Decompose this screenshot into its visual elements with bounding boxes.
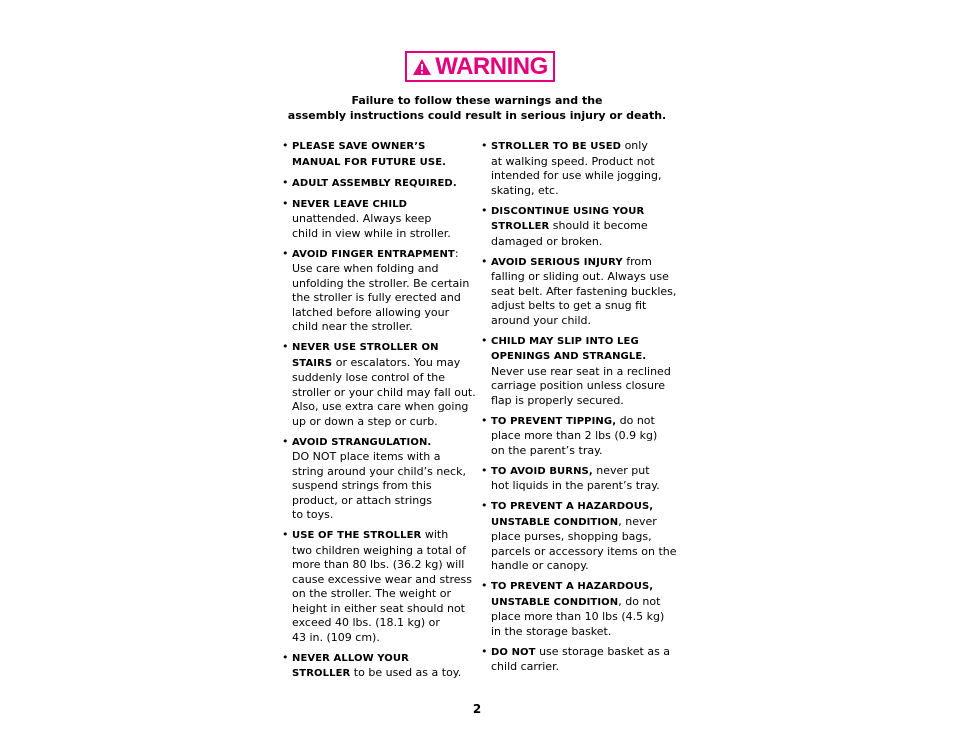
warning-item (481, 204, 673, 250)
warning-text: carriage position unless closure (491, 379, 666, 392)
warning-text: height in either seat should not (292, 601, 465, 615)
warning-text: place more than 10 lbs (4.5 kg) (491, 610, 665, 623)
warning-line (292, 139, 472, 155)
bullet-icon: • (481, 463, 488, 477)
warning-item (282, 176, 472, 192)
warning-emphasis: AVOID STRANGULATION. (292, 436, 432, 448)
bullet-icon: • (481, 579, 488, 592)
warning-item (481, 464, 673, 494)
bullet-icon: • (282, 528, 289, 541)
warning-line (491, 660, 673, 675)
bullet-icon: • (282, 246, 289, 260)
warning-emphasis: CHILD MAY SLIP INTO LEG (491, 335, 639, 347)
warning-line (292, 631, 472, 646)
warning-text: up or down a step or curb. (292, 414, 438, 428)
warning-line (292, 320, 472, 335)
warning-line (292, 385, 476, 401)
warning-line (292, 528, 472, 544)
warning-line (292, 479, 472, 494)
warning-line (292, 435, 472, 451)
warning-text: child near the stroller. (292, 320, 413, 333)
bullet-icon: • (282, 175, 289, 189)
warning-item (282, 435, 472, 523)
warning-line (292, 197, 472, 213)
warning-line (292, 371, 472, 386)
warning-item (481, 139, 673, 198)
warning-text: child in view while in stroller. (292, 226, 451, 240)
bullet-icon: • (282, 139, 289, 152)
warning-triangle-icon (412, 58, 432, 76)
warning-item (282, 197, 472, 242)
warning-line (491, 515, 673, 531)
warning-line (491, 559, 673, 574)
warning-line (491, 444, 673, 459)
warning-text: suddenly lose control of the (292, 371, 446, 384)
warning-item (282, 139, 472, 170)
warning-text: , never (618, 514, 657, 528)
warning-line (491, 479, 673, 494)
warning-text: : (454, 246, 459, 260)
intro-statement (280, 94, 674, 123)
warning-text: or escalators. You may (332, 355, 461, 369)
warning-text: do not (616, 413, 655, 427)
bullet-icon: • (481, 413, 488, 427)
warning-line (491, 625, 673, 640)
warning-line (491, 349, 673, 365)
warning-line (491, 595, 673, 611)
warning-text: cause excessive wear and stress (292, 572, 473, 586)
warning-line (292, 247, 472, 263)
warning-emphasis: UNSTABLE CONDITION (491, 516, 619, 528)
warning-emphasis: STROLLER (491, 221, 550, 232)
warning-text: string around your child’s neck, (292, 464, 466, 478)
warning-text: two children weighing a total of (292, 543, 466, 557)
warning-text: only (621, 139, 648, 152)
bullet-icon: • (481, 333, 488, 347)
warning-emphasis: ADULT ASSEMBLY REQUIRED. (292, 177, 457, 189)
warning-text: to toys. (292, 508, 334, 521)
warning-text: suspend strings from this (292, 479, 432, 492)
warning-text: exceed 40 lbs. (18.1 kg) or (292, 616, 440, 629)
bullet-icon: • (481, 499, 488, 512)
warning-emphasis: TO PREVENT A HAZARDOUS, (491, 581, 654, 592)
warning-text: on the parent’s tray. (491, 443, 603, 457)
warning-line (491, 270, 673, 285)
warning-line (491, 169, 673, 184)
warning-text: in the storage basket. (491, 624, 612, 638)
page-number: 2 (472, 702, 482, 716)
warning-text: Never use rear seat in a reclined (491, 364, 671, 378)
bullet-icon: • (481, 139, 488, 152)
warning-emphasis: DO NOT (491, 646, 536, 658)
left-warning-column (282, 139, 476, 687)
warning-text: DO NOT place items with a (292, 450, 441, 463)
warning-item (481, 579, 673, 639)
warning-text: stroller or your child may fall out. (292, 385, 476, 399)
warning-text: at walking speed. Product not (491, 154, 655, 168)
warning-line (491, 429, 673, 444)
warning-text: Use care when folding and (292, 262, 439, 275)
warning-line (292, 212, 472, 227)
warning-emphasis: STROLLER TO BE USED (491, 141, 622, 152)
warning-text: unattended. Always keep (292, 212, 432, 225)
warning-line (292, 340, 472, 356)
warning-text: from (622, 254, 652, 268)
warning-text: intended for use while jogging, (491, 169, 662, 182)
warning-line (292, 400, 472, 415)
warning-line (292, 415, 472, 430)
warning-emphasis: STAIRS (292, 357, 333, 369)
warning-emphasis: NEVER ALLOW YOUR (292, 652, 409, 664)
warning-text: to be used as a toy. (350, 666, 462, 679)
warning-emphasis: NEVER LEAVE CHILD (292, 198, 408, 210)
warning-emphasis: UNSTABLE CONDITION (491, 596, 619, 608)
warning-line (491, 284, 677, 300)
warning-text: handle or canopy. (491, 559, 589, 572)
warning-line (292, 291, 472, 306)
warning-text: with (421, 528, 449, 541)
warning-text: around your child. (491, 313, 592, 327)
warning-line (292, 602, 472, 617)
warning-text: should it become (549, 219, 648, 232)
warning-emphasis: MANUAL FOR FUTURE USE. (292, 156, 447, 168)
warning-text: latched before allowing your (292, 305, 450, 319)
warning-line (491, 334, 673, 350)
warning-text: more than 80 lbs. (36.2 kg) will (292, 558, 465, 571)
warning-line (292, 176, 472, 192)
warning-line (491, 235, 673, 250)
warning-emphasis: TO PREVENT TIPPING, (491, 415, 617, 427)
warning-item (282, 340, 476, 429)
bullet-icon: • (282, 434, 289, 448)
warning-text: use storage basket as a (535, 644, 671, 658)
warning-line (292, 508, 472, 523)
warning-emphasis: AVOID FINGER ENTRAPMENT (292, 248, 455, 260)
warning-line (292, 616, 472, 631)
bullet-icon: • (282, 196, 289, 210)
warning-line (292, 155, 472, 171)
warning-line (491, 139, 673, 155)
warning-emphasis: TO PREVENT A HAZARDOUS, (491, 501, 654, 512)
warning-line (292, 544, 472, 559)
warning-item (481, 254, 677, 329)
warning-text: falling or sliding out. Always use (491, 270, 669, 283)
warning-text: hot liquids in the parent’s tray. (491, 479, 660, 492)
warning-text: seat belt. After fastening buckles, (491, 284, 677, 298)
warning-line (491, 645, 673, 661)
warning-text: place purses, shopping bags, (491, 530, 652, 543)
warning-item (481, 499, 677, 574)
warning-item (481, 414, 673, 459)
bullet-icon: • (481, 203, 488, 217)
warning-text: Also, use extra care when going (292, 400, 469, 413)
warning-line (292, 573, 472, 588)
warning-emphasis: AVOID SERIOUS INJURY (491, 256, 623, 268)
warning-line (491, 464, 673, 480)
warning-text: child carrier. (491, 660, 560, 673)
warning-line (292, 262, 472, 277)
warning-text: place more than 2 lbs (0.9 kg) (491, 429, 658, 442)
warning-item (282, 651, 472, 682)
warning-line (491, 204, 673, 220)
warning-line (491, 379, 673, 394)
warning-line (292, 450, 472, 465)
warning-line (491, 414, 673, 430)
warning-text: 43 in. (109 cm). (292, 630, 380, 644)
warning-text: the stroller is fully erected and (292, 291, 461, 304)
bullet-icon: • (282, 340, 289, 353)
warning-emphasis: DISCONTINUE USING YOUR (491, 205, 645, 217)
warning-text: damaged or broken. (491, 234, 603, 248)
warning-line (491, 255, 673, 271)
warning-text: never put (592, 463, 650, 477)
warning-emphasis: STROLLER (292, 668, 351, 679)
warning-text: parcels or accessory items on the (491, 544, 677, 558)
warning-item (481, 334, 673, 409)
warning-item (282, 247, 472, 335)
warning-line (491, 610, 673, 625)
warning-line (491, 394, 673, 409)
warning-line (491, 579, 673, 595)
warning-text: flap is properly secured. (491, 393, 624, 407)
bullet-icon: • (282, 650, 289, 664)
warning-text: skating, etc. (491, 183, 559, 197)
warning-emphasis: USE OF THE STROLLER (292, 530, 422, 541)
warning-line (491, 499, 673, 515)
bullet-icon: • (481, 644, 488, 658)
warning-line (292, 306, 472, 321)
warning-emphasis: NEVER USE STROLLER ON (292, 342, 439, 353)
warning-emphasis: TO AVOID BURNS, (491, 465, 593, 477)
warning-line (292, 558, 472, 573)
right-warning-column (481, 139, 677, 680)
warning-text: on the stroller. The weight or (292, 587, 451, 600)
warning-line (491, 155, 673, 170)
warning-line (292, 494, 472, 509)
warning-line (292, 227, 472, 242)
intro-line-2: assembly instructions could result in serious injury or death. (287, 108, 667, 122)
warning-item (282, 528, 472, 645)
warning-line (292, 651, 472, 667)
warning-line (292, 465, 472, 480)
warning-line (491, 184, 673, 199)
warning-line (292, 587, 472, 602)
warning-line (491, 314, 673, 329)
warning-item (481, 645, 673, 675)
warning-text: adjust belts to get a snug fit (491, 299, 647, 312)
warning-line (491, 299, 673, 314)
warning-emphasis: OPENINGS AND STRANGLE. (491, 351, 647, 362)
warning-emphasis: PLEASE SAVE OWNER’S (292, 141, 426, 152)
warning-line (292, 277, 472, 292)
bullet-icon: • (481, 254, 488, 268)
warning-line (292, 356, 472, 372)
warning-text: unfolding the stroller. Be certain (292, 276, 470, 290)
warning-line (292, 666, 472, 682)
warning-line (491, 365, 673, 380)
warning-label: WARNING (435, 52, 548, 80)
warning-banner (405, 51, 555, 82)
warning-line (491, 219, 673, 235)
warning-text: , do not (618, 594, 661, 608)
intro-line-1: Failure to follow these warnings and the (351, 94, 603, 107)
warning-line (491, 530, 673, 545)
warning-text: product, or attach strings (292, 493, 432, 507)
warning-line (491, 544, 677, 560)
